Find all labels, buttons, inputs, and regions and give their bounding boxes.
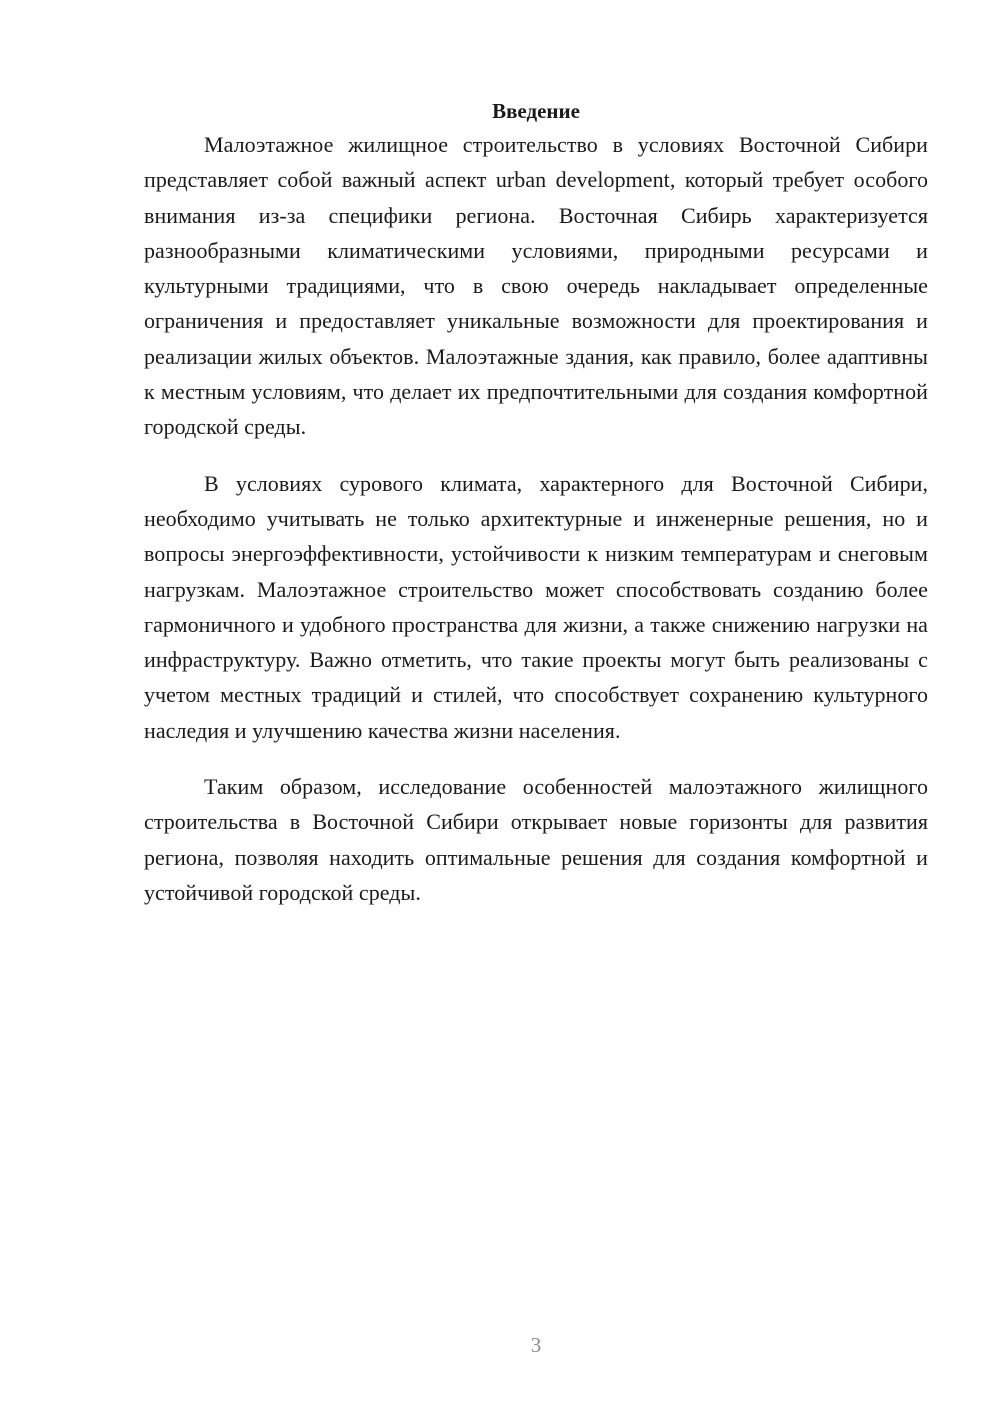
page-number: 3: [530, 1333, 542, 1357]
paragraph-3: Таким образом, исследование особенностей малоэтажного жилищного строительства в Восточной Сибири открывает новые горизонты для развития региона, позволяя находить оптимальные решения для создания комфортной и устойчивой городской среды.: [144, 774, 928, 905]
paragraph-2: В условиях сурового климата, характерного для Восточной Сибири, необходимо учитывать не только архитектурные и инженерные решения, но и вопросы энергоэффективности, устойчивости к низким температурам и снеговым нагрузкам. Малоэтажное строительство может способствовать созданию более гармоничного и удобного пространства для жизни, а также снижению нагрузки на инфраструктуру. Важно отметить, что такие проекты могут быть реализованы с учетом местных традиций и стилей, что способствует сохранению культурного наследия и улучшению качества жизни населения.: [144, 470, 928, 743]
paragraph-1: Малоэтажное жилищное строительство в условиях Восточной Сибири представляет собой важный аспект urban development, который требует особого внимания из-за специфики региона. Восточная Сибирь характеризуется разнообразными климатическими условиями, природными ресурсами и культурными традициями, что в свою очередь накладывает определенные ограничения и предоставляет уникальные возможности для проектирования и реализации жилых объектов. Малоэтажные здания, как правило, более адаптивны к местным условиям, что делает их предпочтительными для создания комфортной городской среды.: [144, 132, 928, 440]
section-heading: Введение: [492, 99, 580, 123]
page-content: [144, 95, 928, 910]
